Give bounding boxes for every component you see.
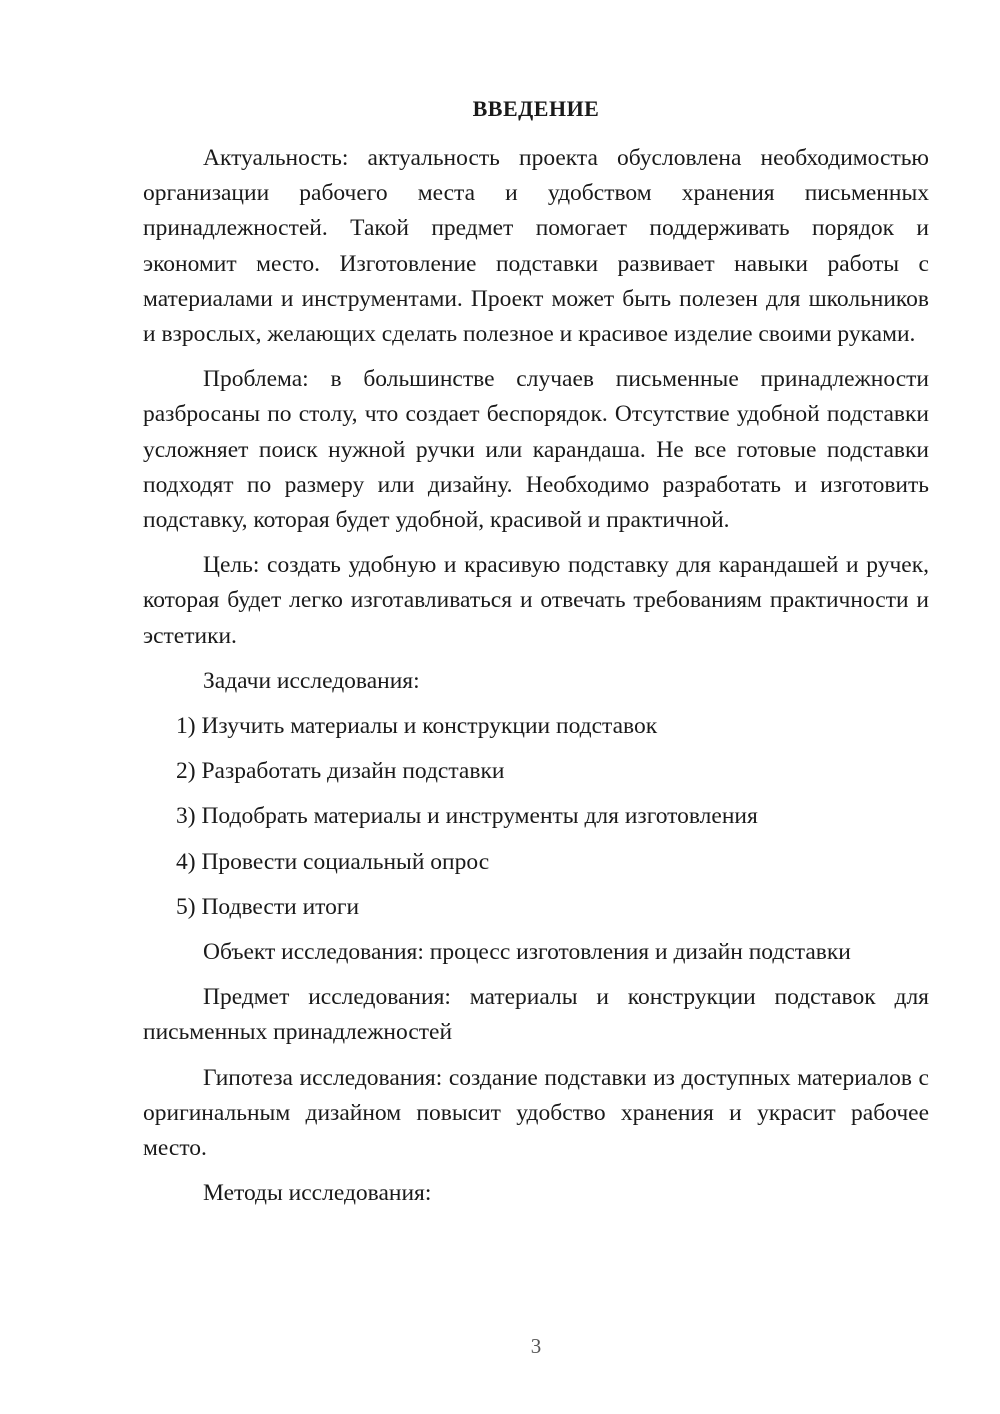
page-number: 3 — [530, 1334, 542, 1358]
tasks-title: Задачи исследования: — [203, 667, 420, 694]
page-title: ВВЕДЕНИЕ — [472, 96, 600, 121]
paragraph-relevance: Актуальность: актуальность проекта обусловлена необходимостью организации рабочего места и удобством хранения письменных принадлежностей. Такой предмет помогает поддерживать порядок и экономит место. Изготовление подставки развивает навыки работы с материалами и инструментами. Проект может быть полезен для школьников и взрослых, желающих сделать полезное и красивое изделие своими руками. — [143, 145, 929, 348]
list-item: 5) Подвести итоги — [176, 893, 360, 920]
list-item: 2) Разработать дизайн подставки — [176, 758, 505, 785]
paragraph-hypothesis: Гипотеза исследования: создание подставки из доступных материалов с оригинальным дизайном повысит удобство хранения и украсит рабочее место. — [143, 1064, 929, 1162]
list-item: 3) Подобрать материалы и инструменты для изготовления — [176, 803, 758, 830]
paragraph-object: Объект исследования: процесс изготовления и дизайн подставки — [203, 939, 851, 966]
methods-title: Методы исследования: — [203, 1180, 432, 1207]
paragraph-problem: Проблема: в большинстве случаев письменные принадлежности разбросаны по столу, что создает беспорядок. Отсутствие удобной подставки усложняет поиск нужной ручки или карандаша. Не все готовые подставки подходят по размеру или дизайну. Необходимо разработать и изготовить подставку, которая будет удобной, красивой и практичной. — [143, 366, 929, 534]
list-item: 1) Изучить материалы и конструкции подставок — [176, 713, 658, 740]
paragraph-subject: Предмет исследования: материалы и конструкции подставок для письменных принадлежностей — [143, 984, 929, 1046]
list-item: 4) Провести социальный опрос — [176, 848, 490, 875]
paragraph-goal: Цель: создать удобную и красивую подставку для карандашей и ручек, которая будет легко изготавливаться и отвечать требованиям практичности и эстетики. — [143, 552, 929, 649]
tasks-list — [143, 709, 929, 925]
body-text — [143, 141, 929, 1211]
